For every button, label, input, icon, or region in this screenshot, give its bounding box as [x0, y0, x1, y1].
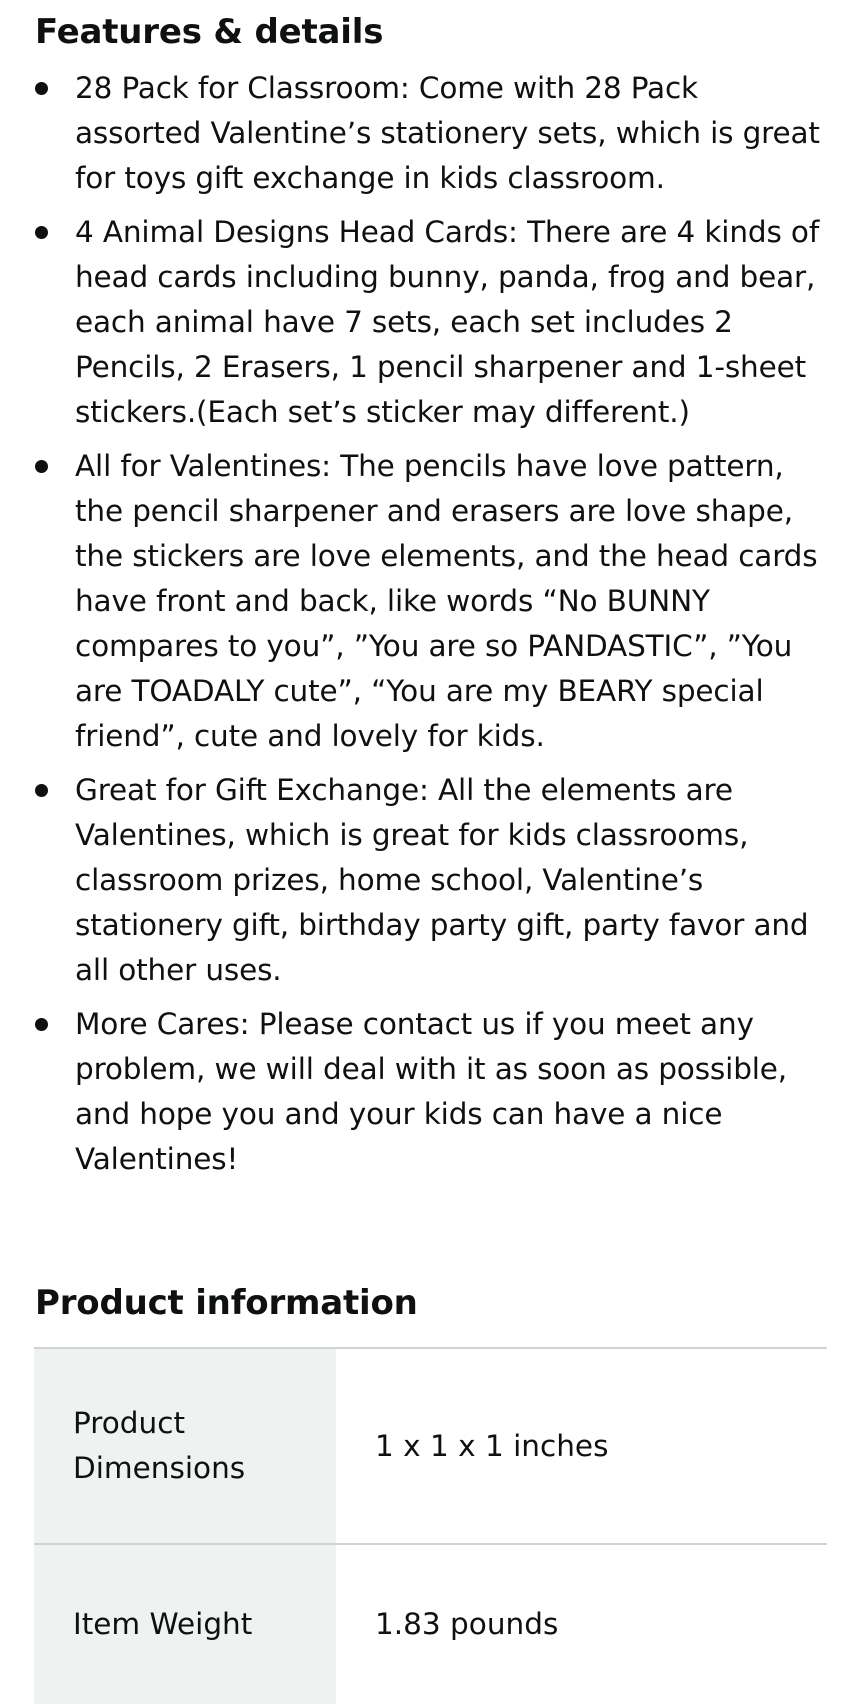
item-weight-value: 1.83 pounds [375, 1607, 559, 1641]
features-section-title: Features & details [35, 12, 384, 52]
feature-bullet [0, 1002, 860, 1182]
feature-bullet [0, 444, 860, 759]
table-row [34, 1544, 827, 1704]
feature-bullet [0, 66, 860, 201]
product-dimensions-value: 1 x 1 x 1 inches [375, 1428, 609, 1463]
feature-text: All for Valentines: The pencils have love pattern, the pencil sharpener and erasers are love shape, the stickers are love elements, and the head cards have front and back, like words “No BUNNY compares to you”, ”You are so PANDASTIC”, ”You are TOADALY cute”, “You are my BEARY special friend”, cute and lovely for kids. [75, 449, 818, 753]
product-information-table [34, 1347, 827, 1704]
feature-bullet [0, 210, 860, 435]
feature-text: 28 Pack for Classroom: Come with 28 Pack assorted Valentine’s stationery sets, which is great for toys gift exchange in kids classroom. [75, 71, 820, 195]
bullet-dot-icon [35, 226, 48, 239]
bullet-dot-icon [35, 82, 48, 95]
bullet-dot-icon [35, 784, 48, 797]
feature-text: 4 Animal Designs Head Cards: There are 4 kinds of head cards including bunny, panda, frog and bear, each animal have 7 sets, each set includes 2 Pencils, 2 Erasers, 1 pencil sharpener and 1-sheet stickers.(Each set’s sticker may different.) [75, 215, 820, 429]
product-information-title: Product information [35, 1283, 418, 1323]
features-bullet-list [0, 66, 860, 1191]
table-row [34, 1348, 827, 1544]
feature-text: Great for Gift Exchange: All the elements are Valentines, which is great for kids classrooms, classroom prizes, home school, Valentine’s stationery gift, birthday party gift, party favor and all other uses. [75, 773, 809, 987]
item-weight-label: Item Weight [34, 1544, 336, 1704]
feature-text: More Cares: Please contact us if you meet any problem, we will deal with it as soon as possible, and hope you and your kids can have a nice Valentines! [75, 1007, 788, 1176]
bullet-dot-icon [35, 1018, 48, 1031]
bullet-dot-icon [35, 460, 48, 473]
feature-bullet [0, 768, 860, 993]
product-dimensions-label: Product Dimensions [34, 1348, 336, 1544]
